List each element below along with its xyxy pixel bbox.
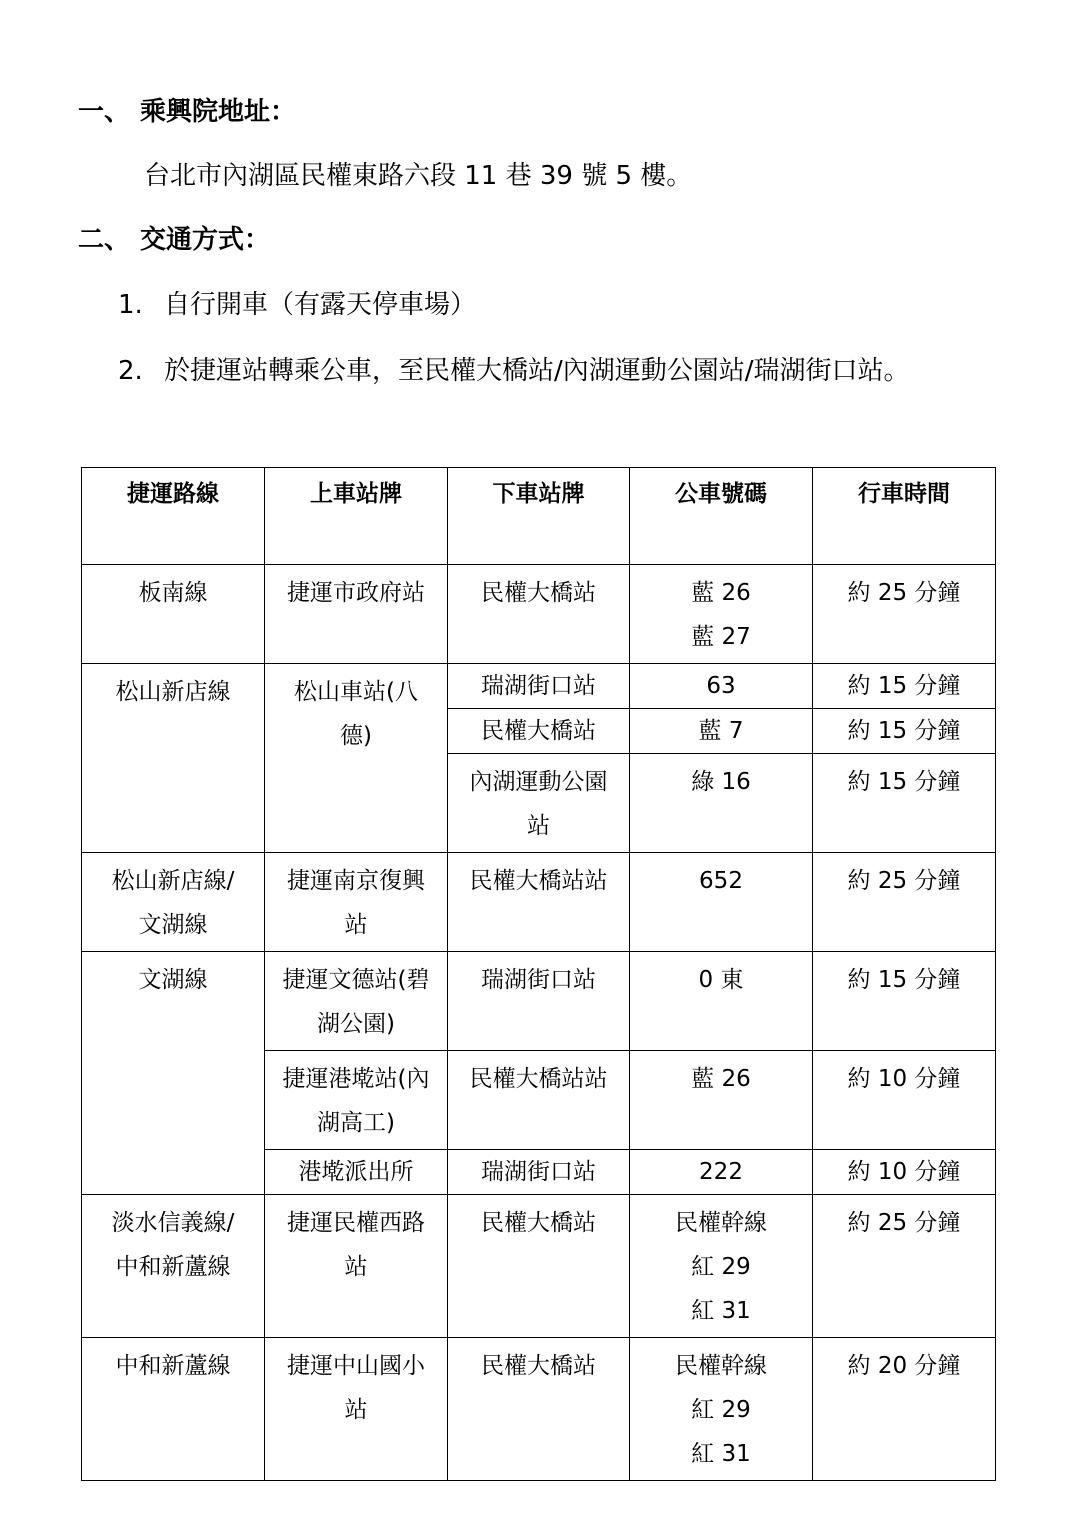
bus-number-cell: 藍 26 xyxy=(630,1051,813,1150)
boarding-stop-cell: 捷運南京復興站 xyxy=(265,853,448,952)
mrt-line-cell: 淡水信義線/中和新蘆線 xyxy=(82,1195,265,1338)
bus-number: 紅 31 xyxy=(691,1298,751,1324)
boarding-stop-cell: 捷運中山國小站 xyxy=(265,1338,448,1481)
address-text: 台北市內湖區民權東路六段 11 巷 39 號 5 樓。 xyxy=(144,161,693,191)
mrt-line-cell: 文湖線 xyxy=(82,952,265,1195)
boarding-stop: 松山車站(八德) xyxy=(294,679,418,749)
bus-number-cell: 652 xyxy=(630,853,813,952)
mrt-line-cell: 中和新蘆線 xyxy=(82,1338,265,1481)
item-number: 1. xyxy=(118,290,143,320)
boarding-stop-cell: 捷運市政府站 xyxy=(265,565,448,664)
boarding-stop-cell: 捷運文德站(碧湖公園) xyxy=(265,952,448,1051)
item-text: 於捷運站轉乘公車，至民權大橋站/內湖運動公園站/瑞湖街口站。 xyxy=(164,356,910,386)
bus-number: 藍 27 xyxy=(691,624,751,650)
alighting-stop-cell: 內湖運動公園站 xyxy=(448,754,630,853)
bus-number: 紅 29 xyxy=(691,1397,751,1423)
bus-number-cell: 綠 16 xyxy=(630,754,813,853)
table-row xyxy=(82,1195,996,1338)
bus-transfer-table xyxy=(81,467,996,1481)
header-cell: 行車時間 xyxy=(813,468,996,565)
travel-time-cell: 約 25 分鐘 xyxy=(813,853,996,952)
alighting-stop-cell: 民權大橋站 xyxy=(448,1195,630,1338)
header-cell: 捷運路線 xyxy=(82,468,265,565)
travel-time-cell: 約 25 分鐘 xyxy=(813,565,996,664)
header-cell: 下車站牌 xyxy=(448,468,630,565)
section2-title: 交通方式： xyxy=(140,225,271,255)
bus-number-cell: 0 東 xyxy=(630,952,813,1051)
boarding-stop-cell xyxy=(265,664,448,853)
transport-item-1 xyxy=(118,287,476,323)
travel-time-cell: 約 10 分鐘 xyxy=(813,1051,996,1150)
table-row xyxy=(82,664,996,709)
alighting-stop-cell: 瑞湖街口站 xyxy=(448,664,630,709)
table-row xyxy=(82,853,996,952)
section2-number: 二、 xyxy=(78,225,131,255)
table-row xyxy=(82,1338,996,1481)
boarding-stop-cell: 捷運港墘站(內湖高工) xyxy=(265,1051,448,1150)
alighting-stop-cell: 民權大橋站站 xyxy=(448,1051,630,1150)
item-number: 2. xyxy=(118,356,143,386)
alighting-stop-cell: 民權大橋站 xyxy=(448,565,630,664)
travel-time-cell: 約 15 分鐘 xyxy=(813,952,996,1051)
transport-item-2 xyxy=(118,353,910,389)
mrt-line-cell: 松山新店線 xyxy=(82,664,265,853)
alighting-stop-cell: 民權大橋站 xyxy=(448,709,630,754)
section1-number: 一、 xyxy=(78,97,131,127)
header-cell: 公車號碼 xyxy=(630,468,813,565)
travel-time-cell: 約 15 分鐘 xyxy=(813,709,996,754)
bus-number: 藍 26 xyxy=(691,580,751,606)
travel-time-cell: 約 25 分鐘 xyxy=(813,1195,996,1338)
alighting-stop-cell: 瑞湖街口站 xyxy=(448,1150,630,1195)
bus-number-cell: 63 xyxy=(630,664,813,709)
bus-number-cell xyxy=(630,1338,813,1481)
alighting-stop-cell: 民權大橋站 xyxy=(448,1338,630,1481)
section2-heading xyxy=(78,222,270,258)
table-header-row xyxy=(82,468,996,565)
boarding-stop-cell: 港墘派出所 xyxy=(265,1150,448,1195)
section1-title: 乘興院地址： xyxy=(140,97,297,127)
bus-number-cell xyxy=(630,565,813,664)
bus-number: 民權幹線 xyxy=(675,1210,767,1236)
alighting-stop-cell: 民權大橋站站 xyxy=(448,853,630,952)
section1-heading xyxy=(78,94,296,130)
mrt-line-cell: 板南線 xyxy=(82,565,265,664)
table-row xyxy=(82,565,996,664)
boarding-stop-cell: 捷運民權西路站 xyxy=(265,1195,448,1338)
travel-time-cell: 約 15 分鐘 xyxy=(813,664,996,709)
bus-number-cell: 藍 7 xyxy=(630,709,813,754)
bus-number-cell xyxy=(630,1195,813,1338)
table-row xyxy=(82,952,996,1051)
travel-time-cell: 約 20 分鐘 xyxy=(813,1338,996,1481)
bus-number: 紅 31 xyxy=(691,1441,751,1467)
mrt-line-cell: 松山新店線/文湖線 xyxy=(82,853,265,952)
bus-number-cell: 222 xyxy=(630,1150,813,1195)
travel-time-cell: 約 15 分鐘 xyxy=(813,754,996,853)
header-cell: 上車站牌 xyxy=(265,468,448,565)
travel-time-cell: 約 10 分鐘 xyxy=(813,1150,996,1195)
bus-number: 紅 29 xyxy=(691,1254,751,1280)
item-text: 自行開車（有露天停車場） xyxy=(164,290,477,320)
bus-number: 民權幹線 xyxy=(675,1353,767,1379)
alighting-stop-cell: 瑞湖街口站 xyxy=(448,952,630,1051)
